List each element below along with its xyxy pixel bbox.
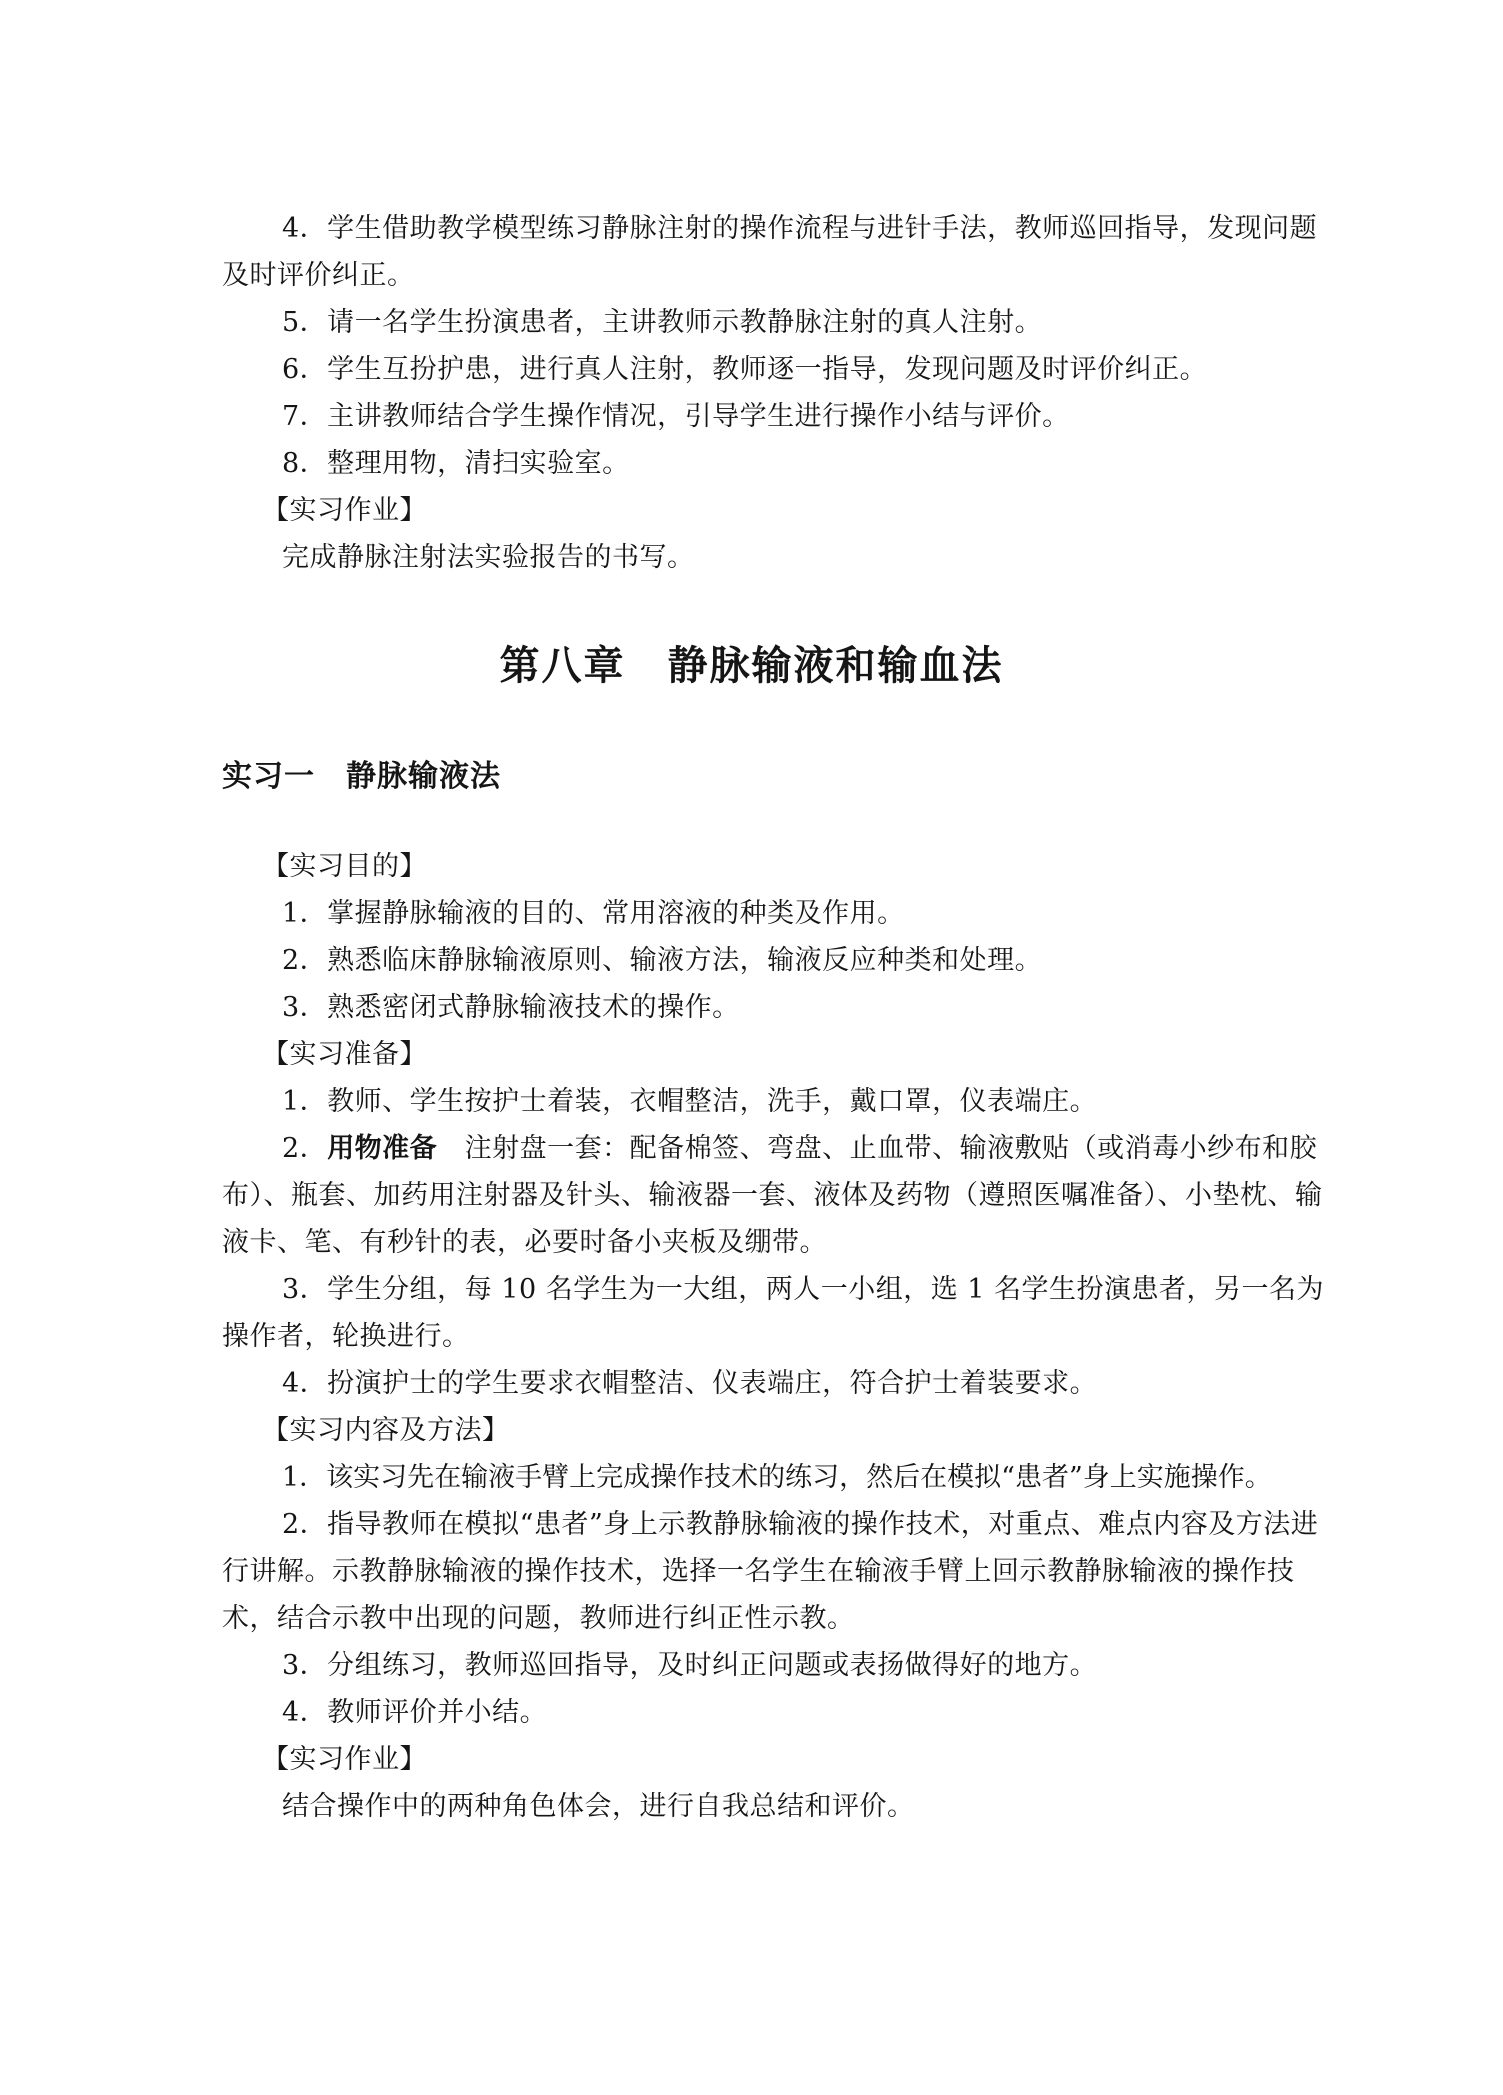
paragraph-item-5: 5．请一名学生扮演患者，主讲教师示教静脉注射的真人注射。 — [282, 307, 1043, 338]
section-title: 实习一 静脉输液法 — [222, 759, 501, 794]
purpose-item-3: 3．熟悉密闭式静脉输液技术的操作。 — [282, 992, 740, 1023]
method-item-2: 2．指导教师在模拟“患者”身上示教静脉输液的操作技术，对重点、难点内容及方法进行讲解。示教静脉输液的操作技术，选择一名学生在输液手臂上回示教静脉输液的操作技术，结合示教中出现的问题，教师进行纠正性示教。 — [222, 1509, 1319, 1634]
chapter-title: 第八章 静脉输液和输血法 — [499, 643, 1004, 689]
method-item-4: 4．教师评价并小结。 — [282, 1697, 548, 1728]
purpose-item-1: 1．掌握静脉输液的目的、常用溶液的种类及作用。 — [282, 898, 905, 929]
purpose-heading: 【实习目的】 — [262, 851, 427, 882]
homework-text-2: 结合操作中的两种角色体会，进行自我总结和评价。 — [282, 1791, 915, 1822]
method-item-3: 3．分组练习，教师巡回指导，及时纠正问题或表扬做得好的地方。 — [282, 1650, 1098, 1681]
prep-item-2 — [222, 1125, 1334, 1266]
homework-heading-1: 【实习作业】 — [262, 495, 427, 526]
prep-item-3: 3．学生分组，每 10 名学生为一大组，两人一小组，选 1 名学生扮演患者，另一名为操作者，轮换进行。 — [222, 1274, 1325, 1352]
prep-item-2-number: 2． — [282, 1133, 328, 1164]
prep-heading: 【实习准备】 — [262, 1039, 427, 1070]
homework-text-1: 完成静脉注射法实验报告的书写。 — [282, 542, 695, 573]
prep-item-2-text: 注射盘一套：配备棉签、弯盘、止血带、输液敷贴（或消毒小纱布和胶布）、瓶套、加药用注射器及针头、输液器一套、液体及药物（遵照医嘱准备）、小垫枕、输液卡、笔、有秒针的表，必要时备小夹板及绷带。 — [222, 1133, 1323, 1258]
method-item-1: 1．该实习先在输液手臂上完成操作技术的练习，然后在模拟“患者”身上实施操作。 — [282, 1462, 1272, 1493]
paragraph-item-4: 4．学生借助教学模型练习静脉注射的操作流程与进针手法，教师巡回指导，发现问题及时评价纠正。 — [222, 213, 1318, 291]
prep-item-2-label: 用物准备 — [327, 1133, 438, 1164]
purpose-item-2: 2．熟悉临床静脉输液原则、输液方法，输液反应种类和处理。 — [282, 945, 1043, 976]
homework-heading-2: 【实习作业】 — [262, 1744, 427, 1775]
method-heading: 【实习内容及方法】 — [262, 1415, 510, 1446]
paragraph-item-7: 7．主讲教师结合学生操作情况，引导学生进行操作小结与评价。 — [282, 401, 1070, 432]
prep-item-4: 4．扮演护士的学生要求衣帽整洁、仪表端庄，符合护士着装要求。 — [282, 1368, 1098, 1399]
paragraph-item-8: 8．整理用物，清扫实验室。 — [282, 448, 630, 479]
paragraph-item-6: 6．学生互扮护患，进行真人注射，教师逐一指导，发现问题及时评价纠正。 — [282, 354, 1208, 385]
prep-item-1: 1．教师、学生按护士着装，衣帽整洁，洗手，戴口罩，仪表端庄。 — [282, 1086, 1098, 1117]
